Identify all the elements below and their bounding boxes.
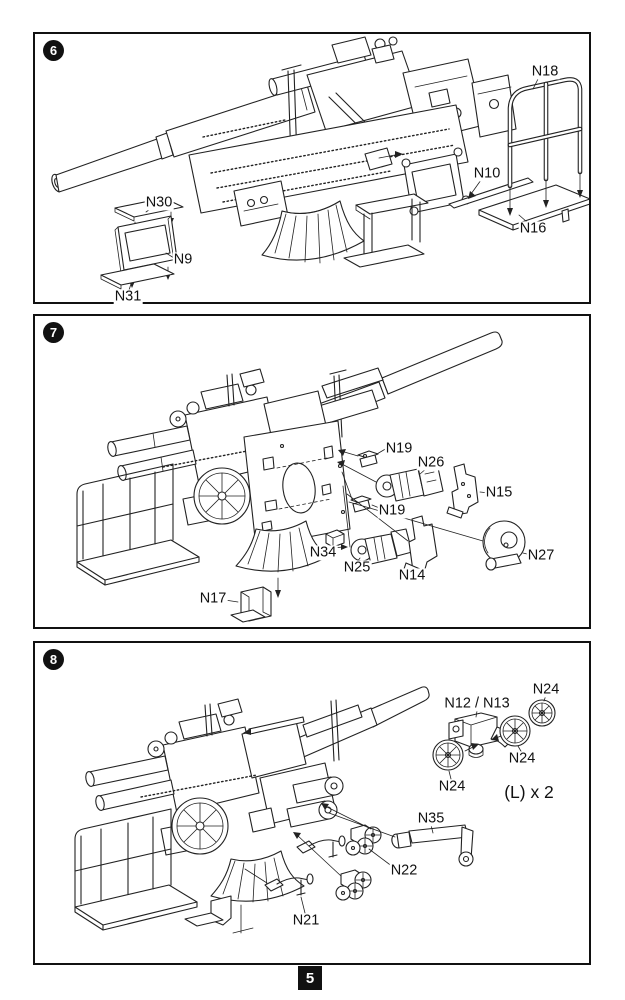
part-label: N31 (114, 288, 142, 305)
step-number-badge (43, 649, 64, 670)
part-label: N15 (485, 484, 513, 501)
part-label: N18 (531, 63, 559, 80)
part-label: N30 (145, 194, 173, 211)
page-number-value: 5 (305, 969, 315, 987)
page-number (298, 966, 322, 990)
part-label: N19 (378, 502, 406, 519)
assembly-step-panel-8 (33, 641, 591, 965)
part-label: N24 (532, 681, 560, 698)
quantity-note: (L) x 2 (504, 781, 554, 802)
part-label: N24 (438, 778, 466, 795)
part-label: N27 (527, 547, 555, 564)
part-label: N25 (343, 559, 371, 576)
part-label: N17 (199, 590, 227, 607)
part-label: N34 (309, 544, 337, 561)
part-label: N26 (417, 454, 445, 471)
assembly-step-panel-7 (33, 314, 591, 629)
part-label: N10 (473, 165, 501, 182)
part-label: N14 (398, 567, 426, 584)
step-number-badge (43, 322, 64, 343)
step-number: 8 (49, 652, 58, 667)
step-number: 6 (49, 43, 58, 58)
step-number-badge (43, 40, 64, 61)
assembly-step-panel-6 (33, 32, 591, 304)
part-label: N22 (390, 862, 418, 879)
part-label: N19 (385, 440, 413, 457)
exploded-view-drawing-step-6 (35, 34, 589, 305)
part-label: N35 (417, 810, 445, 827)
part-label: N12 / N13 (444, 695, 510, 712)
part-label: N24 (508, 750, 536, 767)
part-label: N21 (292, 912, 320, 929)
part-label: N16 (519, 220, 547, 237)
part-label: N9 (173, 251, 193, 268)
exploded-view-drawing-step-7 (35, 316, 589, 627)
step-number: 7 (49, 325, 58, 340)
